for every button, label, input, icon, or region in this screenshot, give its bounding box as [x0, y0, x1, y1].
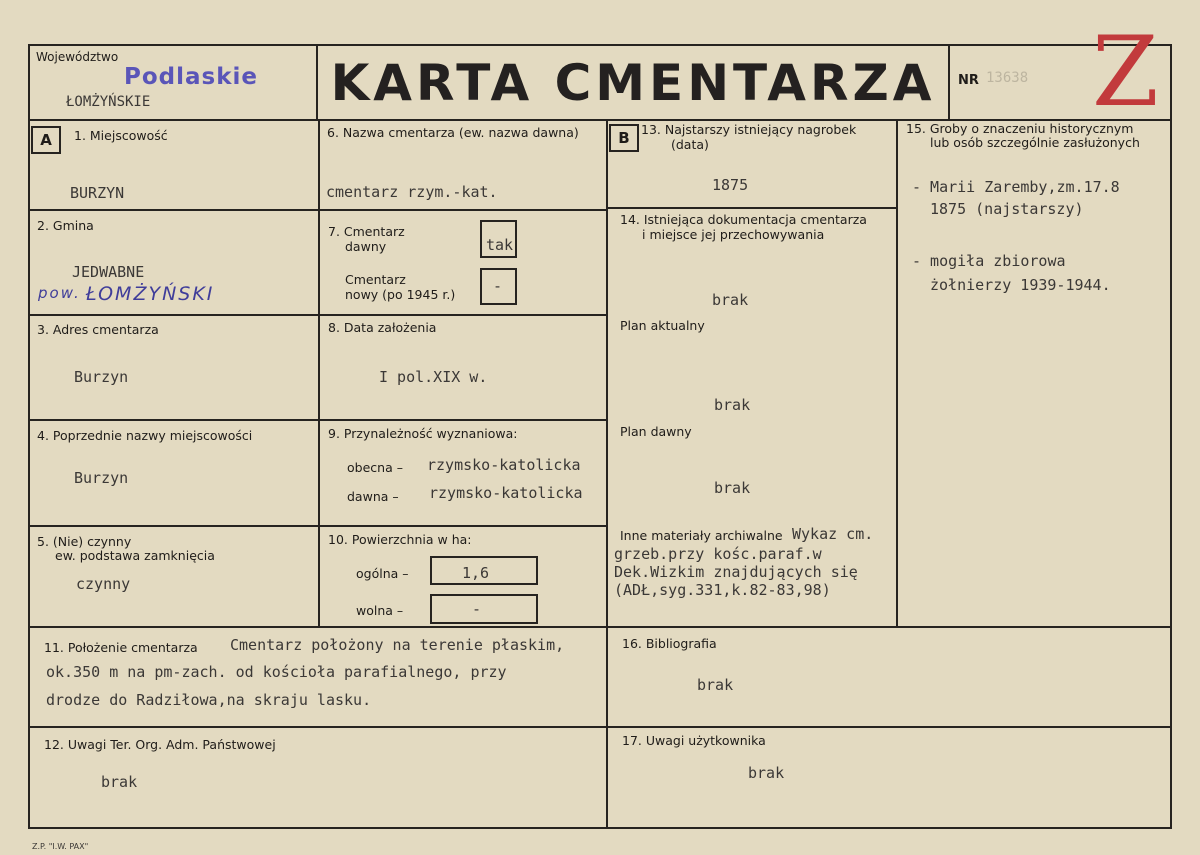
f10-wolna-value: - [472, 600, 482, 618]
f9-dawna-label: dawna – [347, 489, 399, 504]
row-line-main-lower [28, 626, 1172, 628]
column-divider-3 [896, 119, 898, 627]
f1-value: BURZYN [70, 184, 125, 202]
f7-dawny-value: tak [486, 236, 514, 254]
f7-nowy-value: - [493, 277, 503, 295]
f14-inne-line3: Dek.Wizkim znajdujących się [614, 563, 858, 581]
printer-imprint: Z.P. "I.W. PAX" [32, 842, 89, 851]
f14-value: brak [712, 291, 749, 309]
f10-ogolna-label: ogólna – [356, 566, 409, 581]
f6-value: cmentarz rzym.-kat. [326, 183, 498, 201]
f14-plan-aktualny-value: brak [714, 396, 751, 414]
f17-value: brak [748, 764, 785, 782]
f10-ogolna-value: 1,6 [462, 564, 490, 582]
f10-label: 10. Powierzchnia w ha: [328, 532, 472, 547]
f5-label-line2: ew. podstawa zamknięcia [55, 548, 215, 563]
frame-left-line [28, 44, 30, 829]
f14-inne-line2: grzeb.przy kośc.paraf.w [614, 545, 822, 563]
f14-inne-line1: Wykaz cm. [792, 525, 874, 543]
f15-item2-line2: żołnierzy 1939-1944. [930, 276, 1111, 294]
f9-label: 9. Przynależność wyznaniowa: [328, 426, 518, 441]
f11-line2: ok.350 m na pm-zach. od kościoła parafialnego, przy [46, 663, 507, 681]
f7-nowy-label-1: Cmentarz [345, 272, 406, 287]
column-divider-1 [318, 119, 320, 627]
f10-wolna-box [430, 594, 538, 624]
frame-top-line [28, 44, 1172, 46]
f15-item2-line1: - mogiła zbiorowa [912, 252, 1066, 270]
f13-value: 1875 [712, 176, 749, 194]
f11-line1: Cmentarz położony na terenie płaskim, [230, 636, 565, 654]
row-line-f3-f4 [28, 419, 608, 421]
f8-value: I pol.XIX w. [379, 368, 488, 386]
f10-wolna-label: wolna – [356, 603, 404, 618]
row-line-f13-f14 [606, 207, 898, 209]
section-a-marker: A [31, 126, 61, 154]
row-line-f1-f2 [28, 209, 608, 211]
f9-obecna-label: obecna – [347, 460, 403, 475]
f6-label: 6. Nazwa cmentarza (ew. nazwa dawna) [327, 125, 579, 140]
f14-plan-dawny-value: brak [714, 479, 751, 497]
wojewodztwo-stamp: Podlaskie [124, 64, 258, 90]
f14-inne-label: Inne materiały archiwalne [620, 528, 783, 543]
wojewodztwo-typed: ŁOMŻYŃSKIE [66, 94, 151, 110]
f1-label: 1. Miejscowość [74, 128, 168, 143]
f7-dawny-label-1: 7. Cmentarz [328, 224, 405, 239]
f2-value: JEDWABNE [72, 263, 145, 281]
f16-label: 16. Bibliografia [622, 636, 717, 651]
f12-label: 12. Uwagi Ter. Org. Adm. Państwowej [44, 737, 276, 752]
f15-label-line1: 15. Groby o znaczeniu historycznym [906, 121, 1134, 136]
f14-inne-line4: (ADŁ,syg.331,k.82-83,98) [614, 581, 831, 599]
f3-value: Burzyn [74, 368, 129, 386]
nr-label: NR [958, 73, 979, 88]
f4-label: 4. Poprzednie nazwy miejscowości [37, 428, 253, 443]
f14-plan-aktualny-label: Plan aktualny [620, 318, 705, 333]
section-b-marker: B [609, 124, 639, 152]
column-divider-2 [606, 119, 608, 827]
category-mark-z: Z [1092, 16, 1159, 128]
f14-label-line2: i miejsce jej przechowywania [642, 227, 825, 242]
f15-label-line2: lub osób szczególnie zasłużonych [930, 135, 1140, 150]
f5-value: czynny [76, 575, 131, 593]
row-line-lower-split [28, 726, 1172, 728]
f9-dawna-value: rzymsko-katolicka [429, 484, 583, 502]
f13-label-line1: 13. Najstarszy istniejący nagrobek [641, 122, 857, 137]
f14-plan-dawny-label: Plan dawny [620, 424, 692, 439]
f9-obecna-value: rzymsko-katolicka [427, 456, 581, 474]
frame-bottom-line [28, 827, 1172, 829]
frame-right-line [1170, 44, 1172, 829]
f5-label-line1: 5. (Nie) czynny [37, 534, 132, 549]
f2-hand-value: ŁOMŻYŃSKI [86, 283, 215, 305]
card-title: KARTA CMENTARZA [330, 54, 936, 112]
f3-label: 3. Adres cmentarza [37, 322, 159, 337]
f7-dawny-label-2: dawny [345, 239, 387, 254]
f11-label: 11. Położenie cmentarza [44, 640, 198, 655]
f7-nowy-label-2: nowy (po 1945 r.) [345, 287, 456, 302]
f2-label: 2. Gmina [37, 218, 94, 233]
row-line-f4-f5 [28, 525, 608, 527]
f17-label: 17. Uwagi użytkownika [622, 733, 766, 748]
nr-value: 13638 [986, 70, 1029, 86]
f11-line3: drodze do Radziłowa,na skraju lasku. [46, 691, 372, 709]
header-divider-2 [948, 44, 950, 120]
f8-label: 8. Data założenia [328, 320, 437, 335]
f15-item1-line2: 1875 (najstarszy) [930, 200, 1084, 218]
f4-value: Burzyn [74, 469, 129, 487]
f2-hand-prefix: pow. [38, 284, 81, 302]
f14-label-line1: 14. Istniejąca dokumentacja cmentarza [620, 212, 867, 227]
f15-item1-line1: - Marii Zaremby,zm.17.8 [912, 178, 1120, 196]
row-line-f2-f3 [28, 314, 608, 316]
f16-value: brak [697, 676, 734, 694]
wojewodztwo-label: Województwo [36, 50, 119, 64]
f13-label-line2: (data) [671, 137, 709, 152]
f12-value: brak [101, 773, 138, 791]
